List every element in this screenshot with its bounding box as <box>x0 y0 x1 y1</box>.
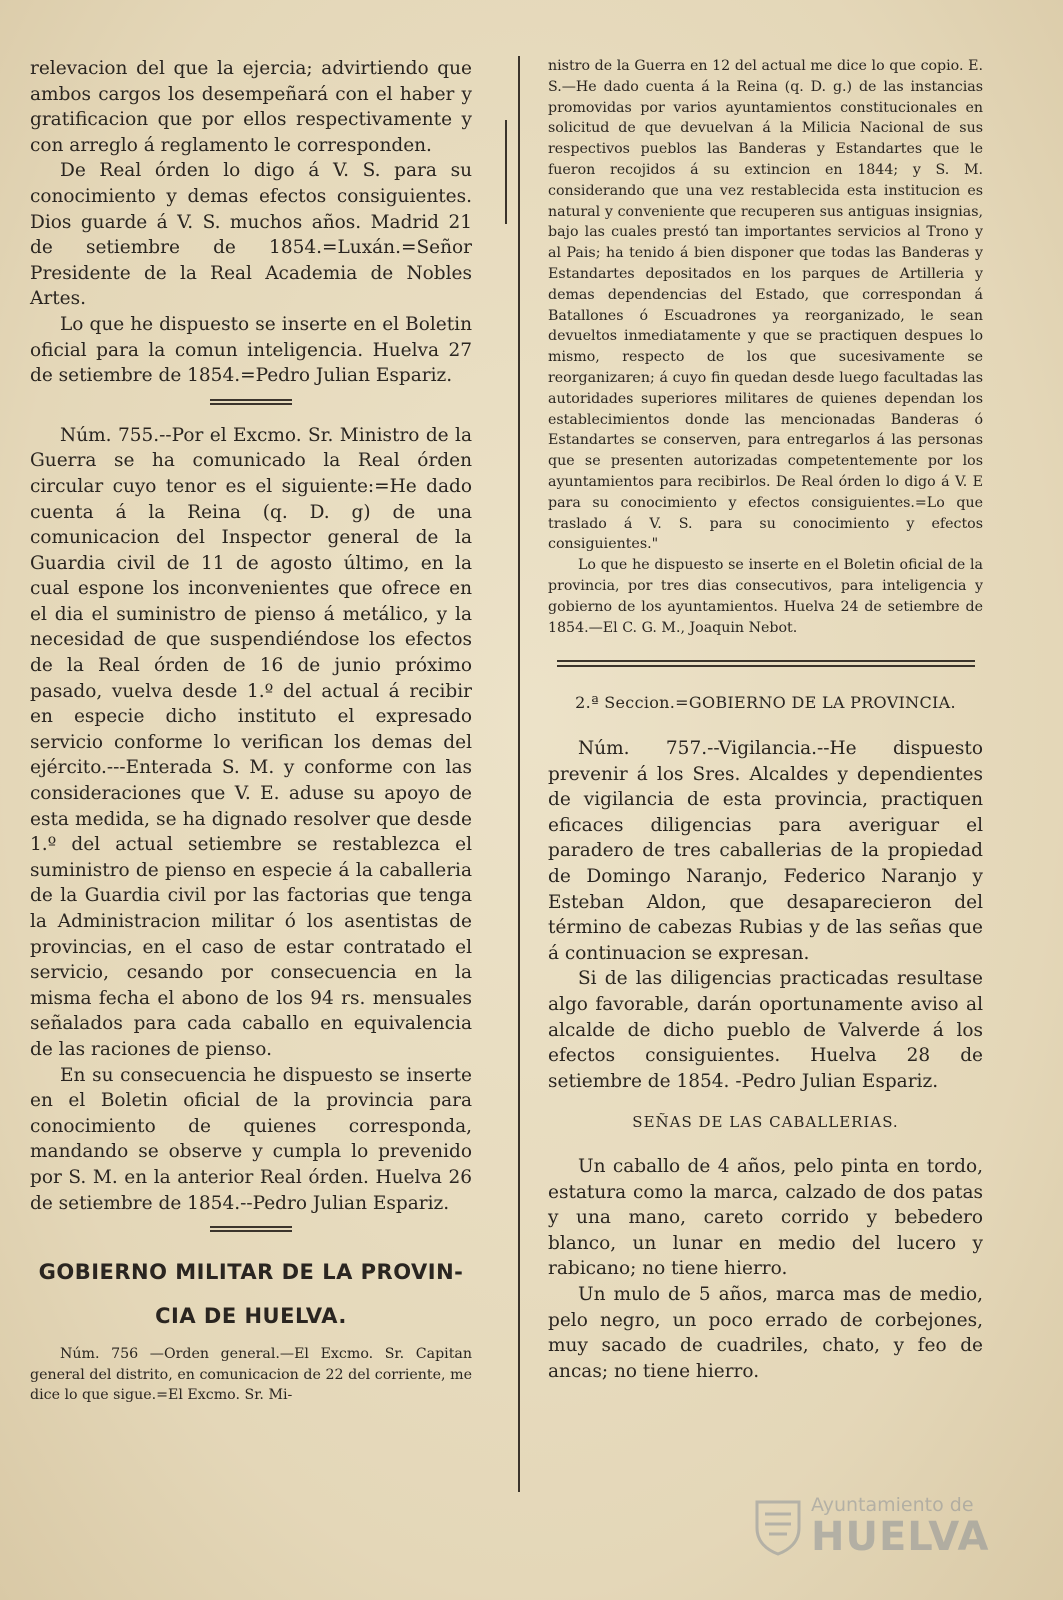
column-divider-short <box>505 120 507 224</box>
paragraph-caballo: Un caballo de 4 años, pelo pinta en tordo, estatura como la marca, calzado de dos patas y una mano, careto corrido y bebedero blanco, un lunar en medio del lucero y rabicano; no tiene hierro. <box>548 1156 983 1280</box>
watermark <box>745 1494 990 1564</box>
paragraph-diligencias: Si de las diligencias practicadas resultase algo favorable, darán oportunamente aviso al alcalde de dicho pueblo de Valverde á los efectos consiguientes. Huelva 28 de setiembre de 1854. -Pedro Julian Espariz. <box>548 968 983 1092</box>
paragraph-mulo: Un mulo de 5 años, marca mas de medio, pelo negro, un poco errado de corbejones, muy sacado de cuadriles, chato, y feo de ancas; no tiene hierro. <box>548 1283 983 1382</box>
column-divider <box>518 56 520 1492</box>
separator <box>210 399 292 405</box>
left-column <box>30 56 472 1406</box>
separator-long <box>557 660 975 667</box>
separator <box>210 1226 292 1232</box>
watermark-line-2: HUELVA <box>811 1514 990 1560</box>
paragraph-num-755: Núm. 755.--Por el Excmo. Sr. Ministro de la Guerra se ha comunicado la Real órden circular cuyo tenor es el siguiente:=He dado cuenta á la Reina (q. D. g) de una comunicacion del Inspector general de la Guardia civil de 11 de agosto último, en la cual espone los inconvenientes que ofrece en el dia el suministro de pienso á metálico, y la necesidad de que suspendiéndose los efectos de la Real órden de 16 de junio próximo pasado, vuelva desde 1.º del actual á recibir en especie dicho instituto el expresado servicio conforme lo verifican los demas del ejército.---Enterada S. M. y conforme con las consideraciones que V. E. aduse su apoyo de esta medida, se ha dignado resolver que desde 1.º del actual setiembre se restablezca el suministro de pienso en especie á la caballeria de la Guardia civil por las factorias que tenga la Administracion militar ó los asentistas de provincias, en el caso de estar contratado el servicio, cesando por consecuencia en la misma fecha el abono de los 94 rs. mensuales señalados para cada caballo en equivalencia de las raciones de pienso. <box>30 424 472 1060</box>
heading-line-1: GOBIERNO MILITAR DE LA PROVIN- <box>38 1260 464 1285</box>
paragraph-num-756: Núm. 756 —Orden general.—El Excmo. Sr. Capitan general del distrito, en comunicacion de 22 del corriente, me dice lo que sigue.=El Excmo. Sr. Mi- <box>30 1346 472 1404</box>
section-title: 2.ª Seccion.=GOBIERNO DE LA PROVINCIA. <box>575 693 956 713</box>
paragraph-boletin-nebot: Lo que he dispuesto se inserte en el Boletin oficial de la provincia, por tres dias consecutivos, para inteligencia y gobierno de los ayuntamientos. Huelva 24 de setiembre de 1854.—El C. G. M., Joaquin Nebot. <box>548 557 983 636</box>
senas-title: SEÑAS DE LAS CABALLERIAS. <box>632 1113 899 1132</box>
paragraph-relevacion: relevacion del que la ejercia; advirtiendo que ambos cargos los desempeñará con el haber y gratificacion que por ellos respectivamente y con arreglo á reglamento le corresponden. <box>30 58 472 156</box>
paragraph-consecuencia: En su consecuencia he dispuesto se inserte en el Boletin oficial de la provincia para conocimiento de quienes corresponda, mandando se observe y cumpla lo prevenido por S. M. en la anterior Real órden. Huelva 26 de setiembre de 1854.--Pedro Julian Espariz. <box>30 1064 472 1214</box>
heading-line-2: CIA DE HUELVA. <box>155 1304 347 1329</box>
paragraph-num-757: Núm. 757.--Vigilancia.--He dispuesto prevenir á los Sres. Alcaldes y dependientes de vigilancia de esta provincia, practiquen eficaces diligencias para averiguar el paradero de tres caballerias de la propiedad de Domingo Naranjo, Federico Naranjo y Esteban Aldon, que desaparecieron del término de cabezas Rubias y de las señas que á continuacion se expresan. <box>548 738 983 964</box>
heading-gobierno-militar <box>30 1250 472 1338</box>
paragraph-boletin: Lo que he dispuesto se inserte en el Boletin oficial para la comun inteligencia. Huelva 27 de setiembre de 1854.=Pedro Julian Espariz. <box>30 313 472 387</box>
shield-logo-icon <box>753 1498 803 1556</box>
right-column <box>548 56 983 1384</box>
paragraph-real-orden: De Real órden lo digo á V. S. para su conocimiento y demas efectos consiguientes. Dios guarde á V. S. muchos años. Madrid 21 de setiembre de 1854.=Luxán.=Señor Presidente de la Real Academia de Nobles Artes. <box>30 160 472 310</box>
paragraph-ministro: nistro de la Guerra en 12 del actual me dice lo que copio. E. S.—He dado cuenta á la Reina (q. D. g.) de las instancias promovidas por varios ayuntamientos constitucionales en solicitud de que devuelvan á la Milicia Nacional de sus respectivos pueblos las Banderas y Estandartes que le fueron recojidos á su extincion en 1844; y S. M. considerando que una vez restablecida esta institucion es natural y conveniente que recuperen sus antiguas insignias, bajo las cuales prestó tan importantes servicios al Trono y al Pais; ha tenido á bien disponer que todas las Banderas y Estandartes depositados en los parques de Artilleria y demas dependencias del Estado, que correspondan á Batallones ó Escuadrones ya reorganizado, le sean devueltos inmediatamente y que se practiquen despues lo mismo, respecto de los que sucesivamente se reorganizaren; á cuyo fin quedan desde luego facultadas las autoridades superiores militares de quienes dependan los establecimientos donde las mencionadas Banderas ó Estandartes se conserven, para entregarlos á las personas que se presenten autorizadas competentemente por los ayuntamientos para recibirlos. De Real órden lo digo á V. E para su conocimiento y efectos consiguientes.=Lo que traslado á V. S. para su conocimiento y efectos consiguientes." <box>548 58 983 553</box>
watermark-line-1: Ayuntamiento de <box>811 1494 974 1516</box>
